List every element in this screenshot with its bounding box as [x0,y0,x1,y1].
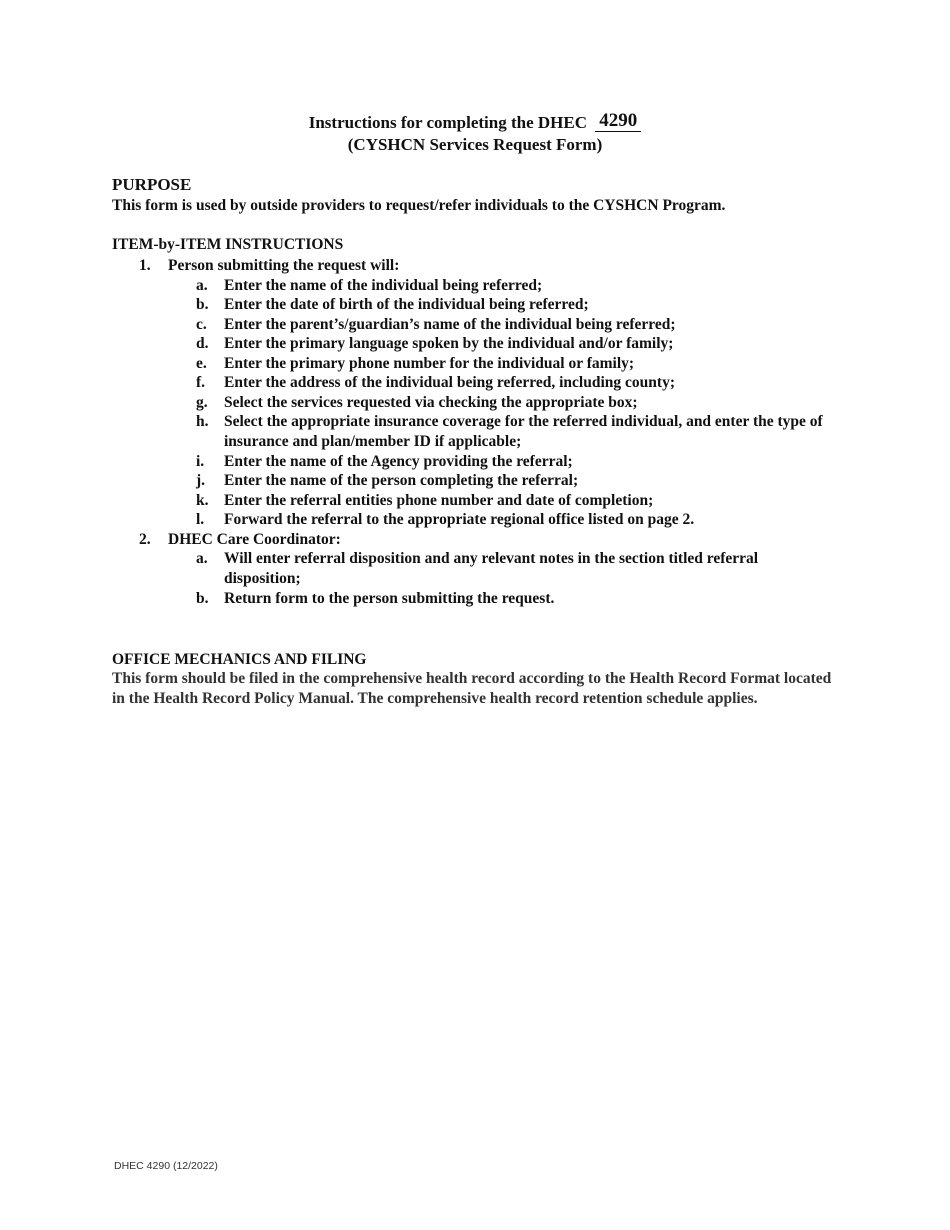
list-item-text: Select the services requested via checking the appropriate box; [224,393,638,411]
list-item-text: Enter the name of the person completing the referral; [224,472,579,489]
instructions-heading: ITEM-by-ITEM INSTRUCTIONS [112,236,344,253]
list-item-letter: f. [196,374,206,391]
item-number: 2. [139,530,151,548]
office-heading: OFFICE MECHANICS AND FILING [112,651,367,668]
list-item-letter: b. [196,589,209,607]
list-item-text: Enter the name of the individual being referred; [224,276,543,294]
list-item-text: Forward the referral to the appropriate regional office listed on page 2. [224,511,695,528]
title-text: Instructions for completing the DHEC [308,113,588,132]
item-label: DHEC Care Coordinator: [168,530,341,548]
list-item-text: Enter the primary phone number for the individual or family; [224,354,635,372]
list-item-text: Select the appropriate insurance coverage for the referred individual, and enter the type of insurance and plan/member ID if applicable; [224,413,823,450]
list-item-text: Enter the name of the Agency providing the referral; [224,452,573,470]
list-item-letter: i. [196,452,205,470]
list-item-letter: c. [196,315,207,333]
list-item-letter: k. [196,491,209,509]
list-item-letter: a. [196,550,208,567]
document-title [0,111,950,134]
list-item-letter: l. [196,511,205,528]
list-item-text: Enter the referral entities phone number and date of completion; [224,491,654,509]
list-item-text: Will enter referral disposition and any relevant notes in the section titled referral disposition; [224,550,759,587]
form-number: 4290 [595,111,641,132]
list-item-text: Enter the primary language spoken by the individual and/or family; [224,335,674,352]
list-item-text: Return form to the person submitting the request. [224,589,555,607]
list-item-letter: a. [196,276,208,294]
list-item-letter: g. [196,393,208,411]
item-label: Person submitting the request will: [168,257,400,274]
office-text: This form should be filed in the comprehensive health record according to the Health Record Format located in the Health Record Policy Manual. The comprehensive health record retention schedule applies. [112,670,832,707]
purpose-text: This form is used by outside providers to request/refer individuals to the CYSHCN Program. [112,197,726,214]
list-item-letter: d. [196,335,209,352]
list-item-letter: h. [196,413,209,430]
item-number: 1. [139,257,151,274]
list-item-text: Enter the address of the individual being referred, including county; [224,374,675,391]
list-item-text: Enter the date of birth of the individual being referred; [224,296,589,313]
footer-form-id: DHEC 4290 (12/2022) [114,1160,218,1172]
list-item-letter: j. [196,472,206,489]
list-item-text: Enter the parent’s/guardian’s name of the individual being referred; [224,315,676,333]
document-subtitle: (CYSHCN Services Request Form) [347,135,603,154]
purpose-heading: PURPOSE [112,175,192,194]
list-item-letter: b. [196,296,209,313]
list-item-letter: e. [196,354,207,372]
